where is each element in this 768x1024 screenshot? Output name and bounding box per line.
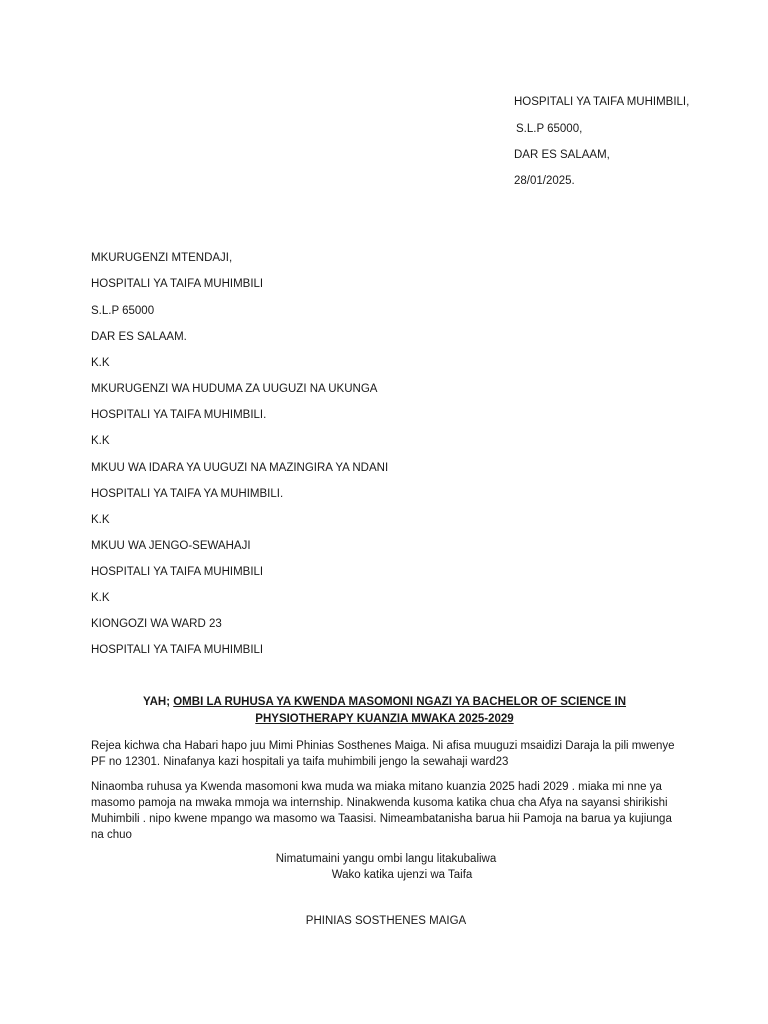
sender-line: HOSPITALI YA TAIFA MUHIMBILI,	[514, 96, 690, 108]
recipient-line: MKURUGENZI WA HUDUMA ZA UUGUZI NA UKUNGA	[91, 383, 378, 395]
recipient-line: MKUU WA JENGO-SEWAHAJI	[91, 540, 251, 552]
body-paragraph: Ninaomba ruhusa ya Kwenda masomoni kwa muda wa miaka mitano kuanzia 2025 hadi 2029 . miaka mi nne ya masomo pamoja na mwaka mmoja wa internship. Ninakwenda kusoma katika chua cha Afya na sayansi shirikishi Muhimbili . nipo kwene mpango wa masomo wa Taasisi. Nimeambatanisha barua hii Pamoja na barua ya kujiunga na chuo	[91, 781, 672, 841]
sender-line: DAR ES SALAAM,	[514, 149, 610, 161]
sender-date: 28/01/2025.	[514, 175, 575, 187]
recipient-line: DAR ES SALAAM.	[91, 331, 187, 343]
subject-line-1: OMBI LA RUHUSA YA KWENDA MASOMONI NGAZI YA BACHELOR OF SCIENCE IN	[173, 696, 627, 708]
recipient-line: K.K	[91, 592, 110, 604]
recipient-line: HOSPITALI YA TAIFA MUHIMBILI	[91, 644, 264, 656]
letter-subject	[91, 694, 678, 728]
recipient-line: MKURUGENZI MTENDAJI,	[91, 252, 233, 264]
subject-line-2: PHYSIOTHERAPY KUANZIA MWAKA 2025-2029	[255, 713, 514, 725]
recipient-line: S.L.P 65000	[91, 305, 155, 317]
recipient-line: K.K	[91, 435, 110, 447]
recipient-line: K.K	[91, 357, 110, 369]
recipient-line: HOSPITALI YA TAIFA YA MUHIMBILI.	[91, 488, 284, 500]
signature-name: PHINIAS SOSTHENES MAIGA	[305, 915, 467, 927]
subject-prefix: YAH;	[142, 696, 171, 708]
recipient-line: HOSPITALI YA TAIFA MUHIMBILI.	[91, 409, 267, 421]
recipient-line: KIONGOZI WA WARD 23	[91, 618, 222, 630]
closing-line: Wako katika ujenzi wa Taifa	[331, 869, 473, 881]
recipient-line: K.K	[91, 514, 110, 526]
recipient-line: HOSPITALI YA TAIFA MUHIMBILI	[91, 278, 264, 290]
body-paragraph: Rejea kichwa cha Habari hapo juu Mimi Phinias Sosthenes Maiga. Ni afisa muuguzi msaidizi Daraja la pili mwenye PF no 12301. Ninafanya kazi hospitali ya taifa muhimbili jengo la sewahaji ward23	[91, 740, 675, 768]
closing-line: Nimatumaini yangu ombi langu litakubaliwa	[275, 853, 497, 865]
sender-line: S.L.P 65000,	[516, 123, 583, 135]
recipient-line: HOSPITALI YA TAIFA MUHIMBILI	[91, 566, 264, 578]
recipient-line: MKUU WA IDARA YA UUGUZI NA MAZINGIRA YA NDANI	[91, 462, 389, 474]
